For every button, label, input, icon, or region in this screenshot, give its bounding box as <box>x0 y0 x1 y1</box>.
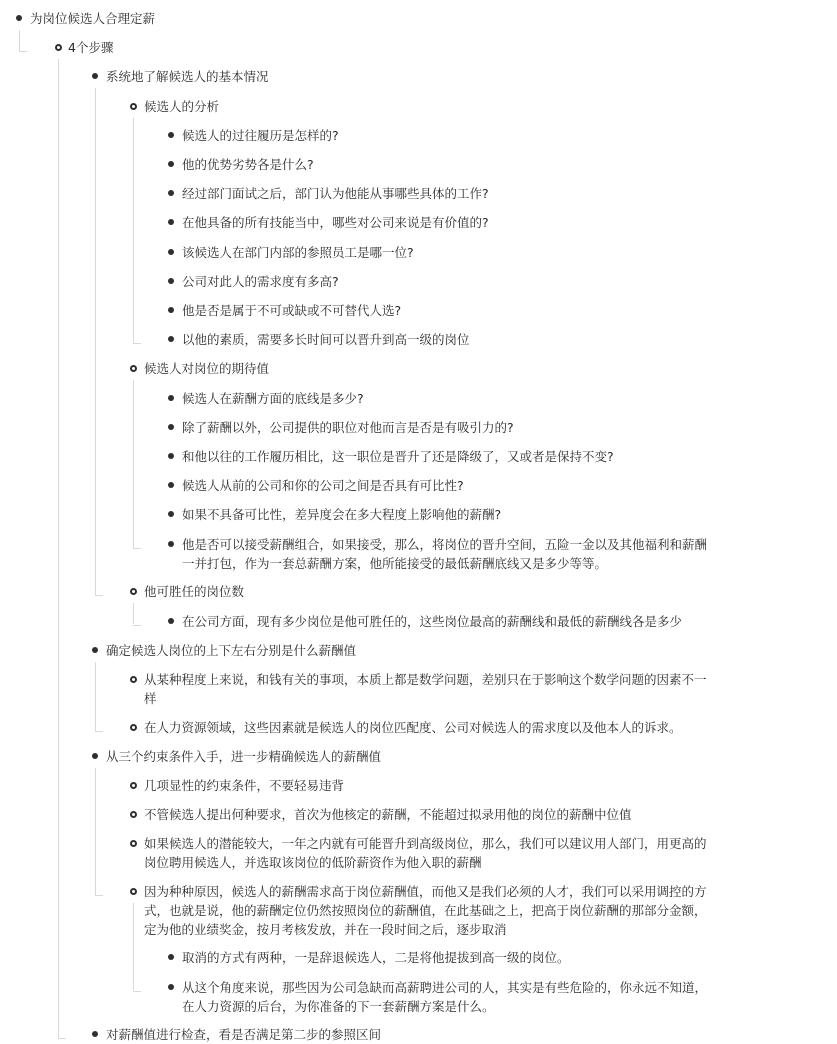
outline-node-text[interactable]: 候选人在薪酬方面的底线是多少? <box>182 390 364 406</box>
outline-node-level-3[interactable] <box>144 718 717 737</box>
outline-node-level-4[interactable] <box>182 612 717 631</box>
hollow-bullet-icon[interactable] <box>130 588 137 595</box>
tree-guide-elbow <box>133 991 141 992</box>
outline-node-level-3[interactable] <box>144 97 717 116</box>
outline-node-text[interactable]: 候选人的过往履历是怎样的? <box>182 127 339 143</box>
outline-node-text[interactable]: 从这个角度来说，那些因为公司急缺而高薪聘进公司的人，其实是有些危险的，你永远不知道，在人力资源的后台，为你准备的下一套薪酬方案是什么。 <box>182 979 708 1014</box>
outline-node-text[interactable]: 他可胜任的岗位数 <box>144 584 245 600</box>
tree-guide-elbow <box>95 595 103 596</box>
outline-node-text[interactable]: 在他具备的所有技能当中，哪些对公司来说是有价值的? <box>182 215 489 231</box>
filled-bullet-icon[interactable] <box>168 424 174 430</box>
filled-bullet-icon[interactable] <box>168 482 174 488</box>
outline-node-level-4[interactable] <box>182 243 717 262</box>
outline-node-text[interactable]: 候选人对岗位的期待值 <box>144 361 270 377</box>
outline-node-level-2[interactable] <box>106 747 717 766</box>
filled-bullet-icon[interactable] <box>168 249 174 255</box>
filled-bullet-icon[interactable] <box>168 453 174 459</box>
tree-guide-line <box>95 768 96 895</box>
hollow-bullet-icon[interactable] <box>130 103 137 110</box>
outline-node-level-3[interactable] <box>144 805 717 824</box>
outline-node-level-4[interactable] <box>182 418 717 437</box>
outline-node-level-4[interactable] <box>182 272 717 291</box>
outline-node-level-2[interactable] <box>106 641 717 660</box>
outline-node-level-4[interactable] <box>182 476 717 495</box>
outline-node-text[interactable]: 对薪酬值进行检查，看是否满足第二步的参照区间 <box>106 1027 382 1043</box>
outline-node-level-4[interactable] <box>182 948 717 967</box>
tree-guide-elbow <box>19 51 27 52</box>
hollow-bullet-icon[interactable] <box>130 782 137 789</box>
outline-node-level-3[interactable] <box>144 882 717 939</box>
tree-guide-elbow <box>133 548 141 549</box>
filled-bullet-icon[interactable] <box>92 753 98 759</box>
outline-node-text[interactable]: 确定候选人岗位的上下左右分别是什么薪酬值 <box>106 642 357 658</box>
filled-bullet-icon[interactable] <box>168 278 174 284</box>
outline-node-text[interactable]: 他是否可以接受薪酬组合，如果接受，那么，将岗位的晋升空间，五险一金以及其他福利和薪酬一并打包，作为一套总薪酬方案，他所能接受的最低薪酬底线又是多少等等。 <box>182 536 708 571</box>
hollow-bullet-icon[interactable] <box>130 365 137 372</box>
outline-node-text[interactable]: 以他的素质，需要多长时间可以晋升到高一级的岗位 <box>182 332 470 348</box>
filled-bullet-icon[interactable] <box>168 161 174 167</box>
outline-node-level-4[interactable] <box>182 184 717 203</box>
outline-node-text[interactable]: 几项显性的约束条件，不要轻易违背 <box>144 778 345 793</box>
outline-node-text[interactable]: 因为种种原因，候选人的薪酬需求高于岗位薪酬值，而他又是我们必须的人才，我们可以采用调控的方式，也就是说，他的薪酬定位仍然按照岗位的薪酬值，在此基础之上，把高于岗位薪酬的那部分金额，定为他的业绩奖金，按月考核发放，并在一段时间之后，逐步取消 <box>144 884 707 938</box>
filled-bullet-icon[interactable] <box>168 618 174 624</box>
outline-node-text[interactable]: 从三个约束条件入手，进一步精确候选人的薪酬值 <box>106 748 382 764</box>
outline-node-text[interactable]: 为岗位候选人合理定薪 <box>30 11 156 26</box>
tree-guide-line <box>133 903 134 990</box>
filled-bullet-icon[interactable] <box>168 132 174 138</box>
outline-node-text[interactable]: 候选人从前的公司和你的公司之间是否具有可比性? <box>182 478 464 494</box>
tree-guide-elbow <box>58 1038 66 1039</box>
outline-node-level-4[interactable] <box>182 505 717 524</box>
tree-guide-elbow <box>133 625 141 626</box>
filled-bullet-icon[interactable] <box>168 307 174 313</box>
filled-bullet-icon[interactable] <box>168 336 174 342</box>
outline-root-node[interactable] <box>30 9 717 28</box>
filled-bullet-icon[interactable] <box>92 73 98 79</box>
tree-guide-line <box>58 59 59 1038</box>
tree-guide-elbow <box>95 731 103 732</box>
filled-bullet-icon[interactable] <box>168 395 174 401</box>
tree-guide-line <box>19 30 20 51</box>
outline-node-text[interactable]: 他是否是属于不可或缺或不可替代人选? <box>182 303 402 318</box>
outline-node-text[interactable]: 和他以往的工作履历相比，这一职位是晋升了还是降级了，又或者是保持不变? <box>182 449 614 464</box>
outline-node-level-1[interactable] <box>68 38 717 57</box>
filled-bullet-icon[interactable] <box>168 219 174 225</box>
outline-node-level-4[interactable] <box>182 447 717 466</box>
outline-node-level-4[interactable] <box>182 535 717 573</box>
outline-node-text[interactable]: 经过部门面试之后，部门认为他能从事哪些具体的工作? <box>182 186 489 202</box>
outline-node-level-4[interactable] <box>182 389 717 408</box>
outline-node-text[interactable]: 从某种程度上来说，和钱有关的事项，本质上都是数学问题，差别只在于影响这个数学问题的因素不一样 <box>144 671 707 706</box>
outline-node-text[interactable]: 候选人的分析 <box>144 98 220 114</box>
filled-bullet-icon[interactable] <box>168 511 174 517</box>
outline-node-text[interactable]: 该候选人在部门内部的参照员工是哪一位? <box>182 244 414 260</box>
hollow-bullet-icon[interactable] <box>55 44 62 51</box>
filled-bullet-icon[interactable] <box>16 15 22 21</box>
outline-node-text[interactable]: 如果不具备可比性，差异度会在多大程度上影响他的薪酬? <box>182 507 502 523</box>
hollow-bullet-icon[interactable] <box>130 724 137 731</box>
tree-guide-line <box>95 88 96 595</box>
outline-node-level-4[interactable] <box>182 978 717 1016</box>
outline-node-text[interactable]: 公司对此人的需求度有多高? <box>182 273 339 289</box>
outline-node-level-3[interactable] <box>144 359 717 378</box>
outline-node-level-4[interactable] <box>182 301 717 320</box>
outline-node-level-3[interactable] <box>144 582 717 601</box>
tree-guide-line <box>133 118 134 344</box>
hollow-bullet-icon[interactable] <box>130 888 137 895</box>
outline-node-level-4[interactable] <box>182 330 717 349</box>
hollow-bullet-icon[interactable] <box>130 676 137 683</box>
outline-node-level-2[interactable] <box>106 67 717 86</box>
filled-bullet-icon[interactable] <box>168 984 174 990</box>
outline-node-text[interactable]: 不管候选人提出何种要求，首次为他核定的薪酬，不能超过拟录用他的岗位的薪酬中位值 <box>144 807 632 823</box>
outline-node-level-3[interactable] <box>144 776 717 795</box>
outline-node-text[interactable]: 如果候选人的潜能较大，一年之内就有可能晋升到高级岗位，那么，我们可以建议用人部门，用更高的岗位聘用候选人，并选取该岗位的低阶薪资作为他入职的薪酬 <box>144 836 707 871</box>
outline-node-text[interactable]: 系统地了解候选人的基本情况 <box>106 69 269 85</box>
hollow-bullet-icon[interactable] <box>130 840 137 847</box>
filled-bullet-icon[interactable] <box>168 954 174 960</box>
outline-node-text[interactable]: 取消的方式有两种，一是辞退候选人，二是将他提拔到高一级的岗位。 <box>182 950 570 966</box>
outline-node-level-4[interactable] <box>182 126 717 145</box>
filled-bullet-icon[interactable] <box>92 647 98 653</box>
outline-node-level-3[interactable] <box>144 834 717 872</box>
outline-node-text[interactable]: 除了薪酬以外，公司提供的职位对他而言是否是有吸引力的? <box>182 419 514 435</box>
outline-node-level-4[interactable] <box>182 155 717 174</box>
hollow-bullet-icon[interactable] <box>130 811 137 818</box>
tree-guide-line <box>133 380 134 547</box>
outline-node-text[interactable]: 他的优势劣势各是什么? <box>182 157 314 172</box>
tree-guide-line <box>133 603 134 624</box>
filled-bullet-icon[interactable] <box>92 1031 98 1037</box>
outline-node-text[interactable]: 在公司方面，现有多少岗位是他可胜任的，这些岗位最高的薪酬线和最低的薪酬线各是多少 <box>182 613 683 629</box>
tree-guide-line <box>95 662 96 731</box>
filled-bullet-icon[interactable] <box>168 190 174 196</box>
tree-guide-elbow <box>133 343 141 344</box>
outline-node-level-2[interactable] <box>106 1025 717 1044</box>
outline-node-level-3[interactable] <box>144 670 717 708</box>
filled-bullet-icon[interactable] <box>168 541 174 547</box>
tree-guide-elbow <box>95 895 103 896</box>
outline-node-level-4[interactable] <box>182 213 717 232</box>
outline-node-text[interactable]: 在人力资源领域，这些因素就是候选人的岗位匹配度、公司对候选人的需求度以及他本人的诉求。 <box>144 719 682 735</box>
outline-node-text[interactable]: 4个步骤 <box>68 40 114 56</box>
